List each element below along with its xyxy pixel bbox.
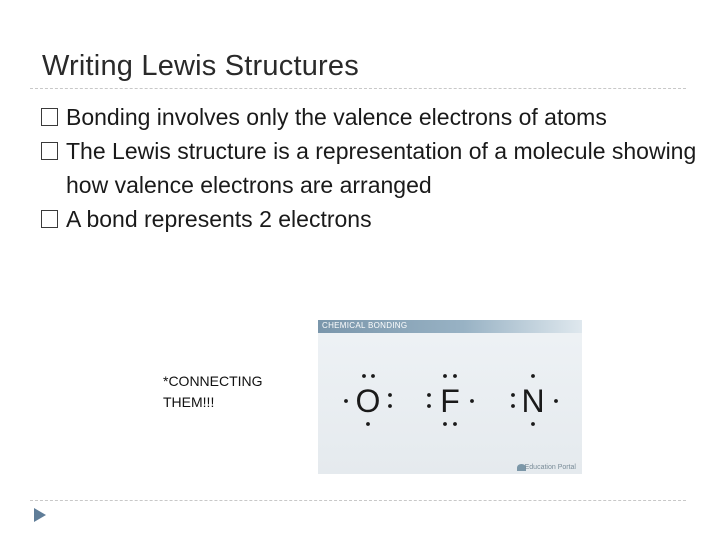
bullet-item: [38, 202, 698, 236]
title-divider: [30, 88, 686, 89]
connecting-note: [163, 371, 263, 413]
checkbox-bullet-icon: [41, 108, 58, 126]
note-line: THEM!!!: [163, 394, 215, 410]
diagram-header-label: CHEMICAL BONDING: [322, 321, 408, 330]
lewis-dot-diagram: [318, 320, 582, 474]
nitrogen-symbol: N: [521, 383, 545, 419]
play-arrow-icon[interactable]: [33, 507, 47, 523]
brand-label: Education Portal: [524, 464, 576, 471]
oxygen-symbol: O: [355, 383, 381, 419]
slide-title: Writing Lewis Structures: [42, 50, 359, 82]
lewis-structures-graphic: [318, 320, 582, 474]
bullet-list: [38, 100, 698, 236]
bullet-text: A bond represents 2 electrons: [66, 206, 372, 232]
checkbox-bullet-icon: [41, 142, 58, 160]
bullet-text: The Lewis structure is a representation of a molecule showing how valence electrons are arranged: [66, 138, 697, 198]
note-line: *CONNECTING: [163, 373, 263, 389]
bullet-item: [38, 100, 698, 134]
bullet-text: Bonding involves only the valence electrons of atoms: [66, 104, 607, 130]
footer-divider: [30, 500, 686, 501]
fluorine-symbol: F: [440, 383, 460, 419]
bullet-item: [38, 134, 698, 202]
checkbox-bullet-icon: [41, 210, 58, 228]
